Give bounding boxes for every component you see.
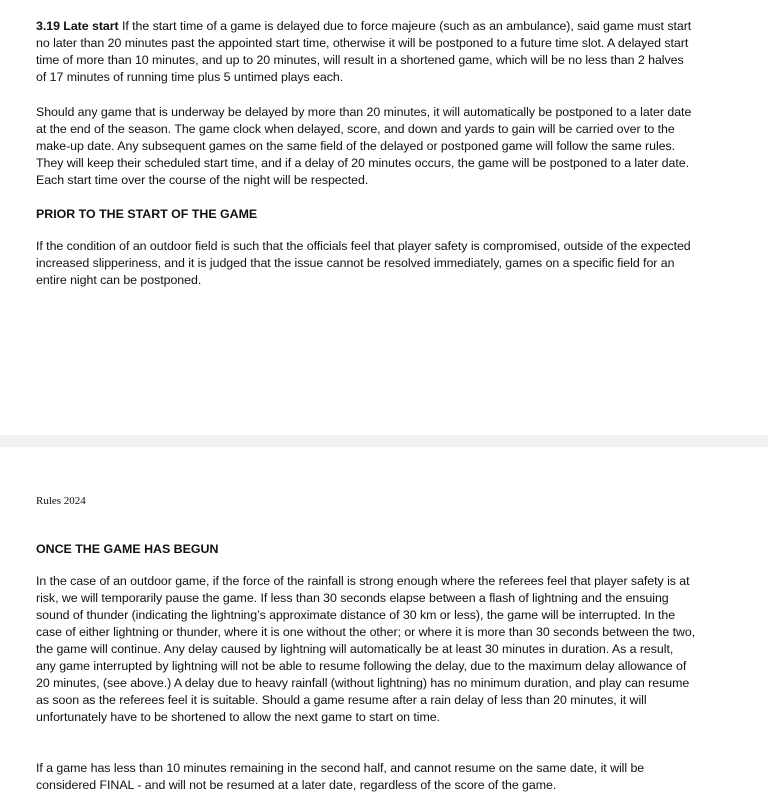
prior-heading-block — [36, 206, 696, 223]
prior-section — [36, 238, 696, 289]
final-section — [36, 760, 696, 794]
begun-heading-block — [36, 541, 696, 558]
prior-paragraph: If the condition of an outdoor field is such that the officials feel that player safety is compromised, outside of the expected increased slipperiness, and it is judged that the issue cannot be resolved immediately, games on a specific field for an entire night can be postponed. — [36, 239, 691, 287]
delay-section — [36, 104, 696, 189]
page-header-label: Rules 2024 — [36, 495, 86, 507]
begun-heading: ONCE THE GAME HAS BEGUN — [36, 542, 219, 556]
late-start-lead: 3.19 Late start — [36, 19, 119, 33]
page-gap — [0, 435, 768, 447]
late-start-text: If the start time of a game is delayed due to force majeure (such as an ambulance), said game must start no later than 20 minutes past the appointed start time, otherwise it will be postponed to a future time slot. A delayed start time of more than 10 minutes, and up to 20 minutes, will result in a shortened game, which will be no less than 2 halves of 17 minutes of running time plus 5 untimed plays each. — [36, 19, 692, 84]
final-paragraph: If a game has less than 10 minutes remaining in the second half, and cannot resume on the same date, it will be considered FINAL - and will not be resumed at a later date, regardless of the score of the game. — [36, 761, 645, 792]
late-start-paragraph — [36, 18, 696, 86]
prior-heading: PRIOR TO THE START OF THE GAME — [36, 207, 258, 221]
weather-paragraph: In the case of an outdoor game, if the force of the rainfall is strong enough where the referees feel that player safety is at risk, we will temporarily pause the game. If less than 30 seconds elapse between a flash of lightning and the ensuing sound of thunder (indicating the lightning’s approximate distance of 30 km or less), the game will be interrupted. In the case of either lightning or thunder, where it is one without the other; or where it is more than 30 seconds between the two, the game will continue. Any delay caused by lightning will automatically be at least 30 minutes in duration. As a result, any game interrupted by lightning will not be able to resume following the delay, due to the maximum delay allowance of 20 minutes, (see above.) A delay due to heavy rainfall (without lightning) has no minimum duration, and play can resume as soon as the referees feel it is suitable. Should a game resume after a rain delay of less than 20 minutes, it will unfortunately have to be shortened to allow the next game to start on time. — [36, 574, 696, 724]
weather-section — [36, 573, 696, 726]
late-start-section — [36, 18, 696, 86]
document-page-2 — [0, 447, 768, 796]
delay-paragraph: Should any game that is underway be delayed by more than 20 minutes, it will automatically be postponed to a later date at the end of the season. The game clock when delayed, score, and down and yards to gain will be carried over to the make-up date. Any subsequent games on the same field of the delayed or postponed game will follow the same rules. They will keep their scheduled start time, and if a delay of 20 minutes occurs, the game will be postponed to a later date. Each start time over the course of the night will be respected. — [36, 105, 692, 187]
